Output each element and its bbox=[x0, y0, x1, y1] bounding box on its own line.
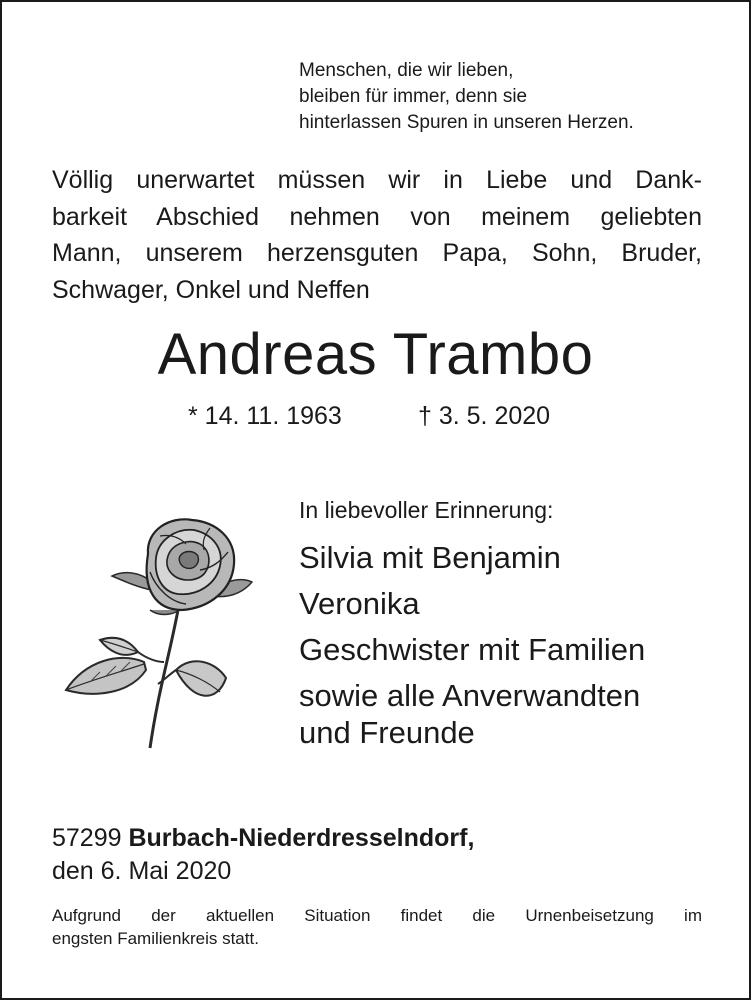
burial-note bbox=[52, 904, 702, 950]
death-date: † 3. 5. 2020 bbox=[418, 402, 551, 430]
intro-line: barkeit Abschied nehmen von meinem geliebten bbox=[52, 202, 702, 231]
mourner-entry: Veronika bbox=[299, 586, 420, 621]
poem-line: Menschen, die wir lieben, bbox=[299, 60, 514, 81]
poem-line: bleiben für immer, denn sie bbox=[299, 86, 528, 107]
intro-text bbox=[52, 162, 702, 308]
mourner-entry: und Freunde bbox=[299, 715, 475, 750]
note-line: engsten Familienkreis statt. bbox=[52, 929, 259, 948]
poem-line: hinterlassen Spuren in unseren Herzen. bbox=[299, 112, 634, 133]
mourner-entry: Geschwister mit Familien bbox=[299, 632, 646, 667]
rose-icon bbox=[60, 512, 270, 752]
notice-date: den 6. Mai 2020 bbox=[52, 857, 232, 885]
memorial-poem bbox=[299, 58, 634, 136]
town-name: Burbach-Niederdresselndorf, bbox=[128, 824, 475, 852]
deceased-name: Andreas Trambo bbox=[157, 322, 594, 387]
intro-line: Völlig unerwartet müssen wir in Liebe und Dank- bbox=[52, 166, 702, 194]
intro-line: Schwager, Onkel und Neffen bbox=[52, 275, 370, 304]
note-line: Aufgrund der aktuellen Situation findet die Urnenbeisetzung im bbox=[52, 906, 702, 925]
birth-date: * 14. 11. 1963 bbox=[188, 402, 342, 430]
mourners-list bbox=[299, 539, 645, 751]
mourner-entry: Silvia mit Benjamin bbox=[299, 540, 561, 575]
postal-code: 57299 bbox=[52, 824, 122, 852]
intro-line: Mann, unserem herzensguten Papa, Sohn, Bruder, bbox=[52, 239, 702, 267]
remembrance-heading: In liebevoller Erinnerung: bbox=[299, 497, 554, 523]
place-and-date bbox=[52, 822, 474, 888]
place-line bbox=[52, 822, 474, 855]
mourner-entry: sowie alle Anverwandten bbox=[299, 678, 641, 713]
